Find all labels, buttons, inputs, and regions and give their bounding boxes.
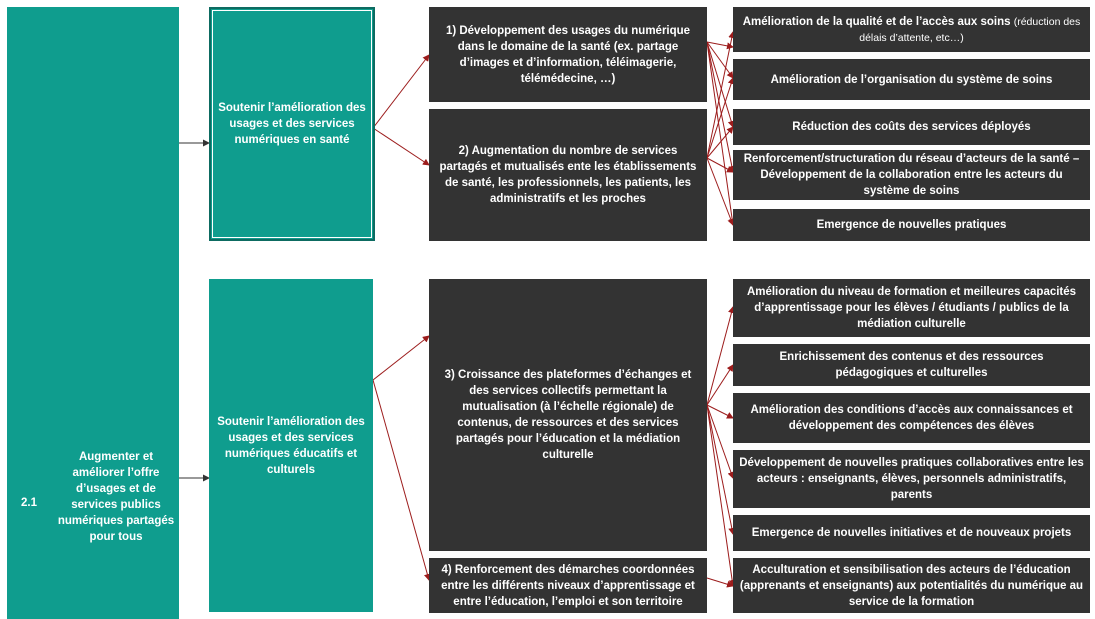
root-number: 2.1 bbox=[21, 497, 37, 509]
objective-education bbox=[209, 279, 373, 612]
impact-8 bbox=[733, 393, 1090, 443]
impact-5 bbox=[733, 209, 1090, 241]
impact-1 bbox=[733, 7, 1090, 52]
impact-2-label: Amélioration de l’organisation du système de soins bbox=[770, 73, 1053, 86]
objective-health bbox=[209, 7, 375, 241]
impact-5-label: Emergence de nouvelles pratiques bbox=[816, 219, 1007, 231]
root-label: Augmenter et améliorer l’offre d’usages et de services publics numériques partagés pour tous bbox=[57, 451, 175, 543]
result-3-label: 3) Croissance des plateformes d’échanges et des services collectifs permettant la mutualisation (à l’échelle régionale) de contenus, de ressources et des services partagés pour l’éducation et la médiation culturelle bbox=[444, 369, 692, 461]
objective-education-label: Soutenir l’amélioration des usages et des services numériques éducatifs et culturels bbox=[217, 415, 365, 476]
impact-2 bbox=[733, 59, 1090, 100]
result-4-label: 4) Renforcement des démarches coordonnées entre les différents niveaux d’apprentissage et entre l’éducation, l’emploi et son territoire bbox=[441, 563, 695, 608]
impact-7-label: Enrichissement des contenus et des ressources pédagogiques et culturelles bbox=[779, 351, 1044, 379]
impact-7 bbox=[733, 344, 1090, 386]
root-objective-box bbox=[7, 7, 179, 619]
impact-4-label: Renforcement/structuration du réseau d’acteurs de la santé – Développement de la collaboration entre les acteurs du système de soins bbox=[743, 153, 1080, 197]
arrows-results-health bbox=[707, 32, 733, 225]
arrow-objective-2-to-result-4 bbox=[373, 380, 429, 580]
arrow-objective-1-to-result-2 bbox=[373, 128, 429, 165]
objective-health-label: Soutenir l’amélioration des usages et des services numériques en santé bbox=[218, 102, 366, 146]
impact-4 bbox=[733, 150, 1090, 200]
impact-1-note: (réduction des délais d’attente, etc…) bbox=[859, 15, 1081, 44]
impact-3 bbox=[733, 109, 1090, 145]
impact-6 bbox=[733, 279, 1090, 337]
impact-6-label: Amélioration du niveau de formation et meilleures capacités d’apprentissage pour les élèves / étudiants / publics de la médiation culturelle bbox=[746, 286, 1077, 330]
impact-1-label: Amélioration de la qualité et de l’accès aux soins bbox=[742, 15, 1011, 28]
result-2-label: 2) Augmentation du nombre de services partagés et mutualisés ente les établissements de santé, les professionnels, les patients, les administratifs et les proches bbox=[439, 145, 697, 205]
impact-10 bbox=[733, 515, 1090, 551]
impact-11 bbox=[733, 558, 1090, 613]
result-1 bbox=[429, 7, 707, 102]
impact-3-label: Réduction des coûts des services déployés bbox=[792, 121, 1031, 133]
arrow-objective-1-to-result-1 bbox=[373, 55, 429, 128]
result-4 bbox=[429, 558, 707, 613]
result-2 bbox=[429, 109, 707, 241]
result-3 bbox=[429, 279, 707, 551]
result-1-label: 1) Développement des usages du numérique dans le domaine de la santé (ex. partage d’images et d’information, téléimagerie, télémédecine, …) bbox=[445, 24, 691, 85]
impact-11-label: Acculturation et sensibilisation des acteurs de l’éducation (apprenants et enseignants) aux potentialités du numérique au service de la formation bbox=[739, 563, 1084, 608]
impact-9-label: Développement de nouvelles pratiques collaboratives entre les acteurs : enseignants, élèves, personnels administratifs, parents bbox=[739, 457, 1084, 501]
impact-9 bbox=[733, 450, 1090, 508]
arrow-objective-2-to-result-3 bbox=[373, 336, 429, 380]
arrows-results-education bbox=[707, 307, 733, 586]
impact-1-text bbox=[739, 14, 1084, 46]
impact-8-label: Amélioration des conditions d’accès aux connaissances et développement des compétences des élèves bbox=[750, 404, 1073, 432]
impact-10-label: Emergence de nouvelles initiatives et de nouveaux projets bbox=[751, 527, 1072, 539]
